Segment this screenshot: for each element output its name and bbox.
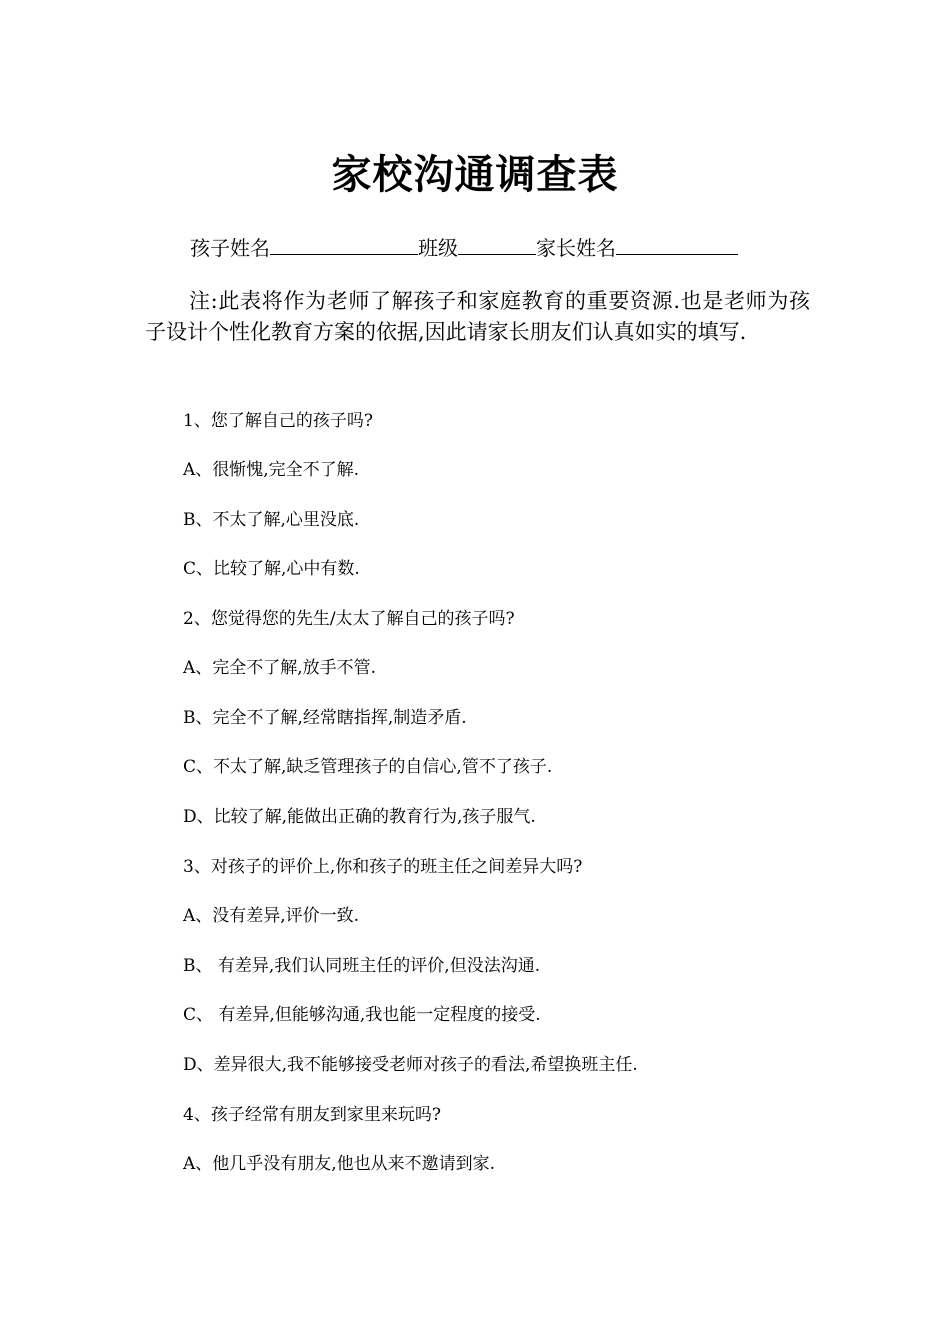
class-blank[interactable]	[458, 232, 536, 255]
question-1: 1、您了解自己的孩子吗?	[183, 411, 373, 431]
question-2: 2、您觉得您的先生/太太了解自己的孩子吗?	[183, 609, 515, 629]
document-title: 家校沟通调查表	[331, 151, 619, 198]
question-2-option-b: B、完全不了解,经常瞎指挥,制造矛盾.	[183, 708, 467, 728]
question-4-option-a: A、他几乎没有朋友,他也从来不邀请到家.	[183, 1154, 496, 1174]
info-line	[190, 232, 738, 264]
question-2-option-c: C、不太了解,缺乏管理孩子的自信心,管不了孩子.	[183, 757, 553, 777]
question-3-option-a: A、没有差异,评价一致.	[183, 906, 360, 926]
question-1-option-a: A、很惭愧,完全不了解.	[183, 460, 360, 480]
question-3-option-b: B、 有差异,我们认同班主任的评价,但没法沟通.	[183, 956, 541, 976]
child-name-blank[interactable]	[270, 232, 418, 255]
child-name-label: 孩子姓名	[190, 236, 270, 260]
question-1-option-c: C、比较了解,心中有数.	[183, 559, 360, 579]
note-paragraph: 注:此表将作为老师了解孩子和家庭教育的重要资源.也是老师为孩子设计个性化教育方案的依据,因此请家长朋友们认真如实的填写.	[145, 289, 810, 344]
question-2-option-a: A、完全不了解,放手不管.	[183, 658, 377, 678]
class-label: 班级	[418, 236, 458, 260]
question-3-option-c: C、 有差异,但能够沟通,我也能一定程度的接受.	[183, 1005, 541, 1025]
question-4: 4、孩子经常有朋友到家里来玩吗?	[183, 1105, 441, 1125]
question-2-option-d: D、比较了解,能做出正确的教育行为,孩子服气.	[183, 807, 536, 827]
question-1-option-b: B、不太了解,心里没底.	[183, 510, 360, 530]
parent-name-blank[interactable]	[616, 232, 738, 255]
parent-name-label: 家长姓名	[536, 236, 616, 260]
question-3: 3、对孩子的评价上,你和孩子的班主任之间差异大吗?	[183, 857, 583, 877]
question-3-option-d: D、差异很大,我不能够接受老师对孩子的看法,希望换班主任.	[183, 1055, 638, 1075]
